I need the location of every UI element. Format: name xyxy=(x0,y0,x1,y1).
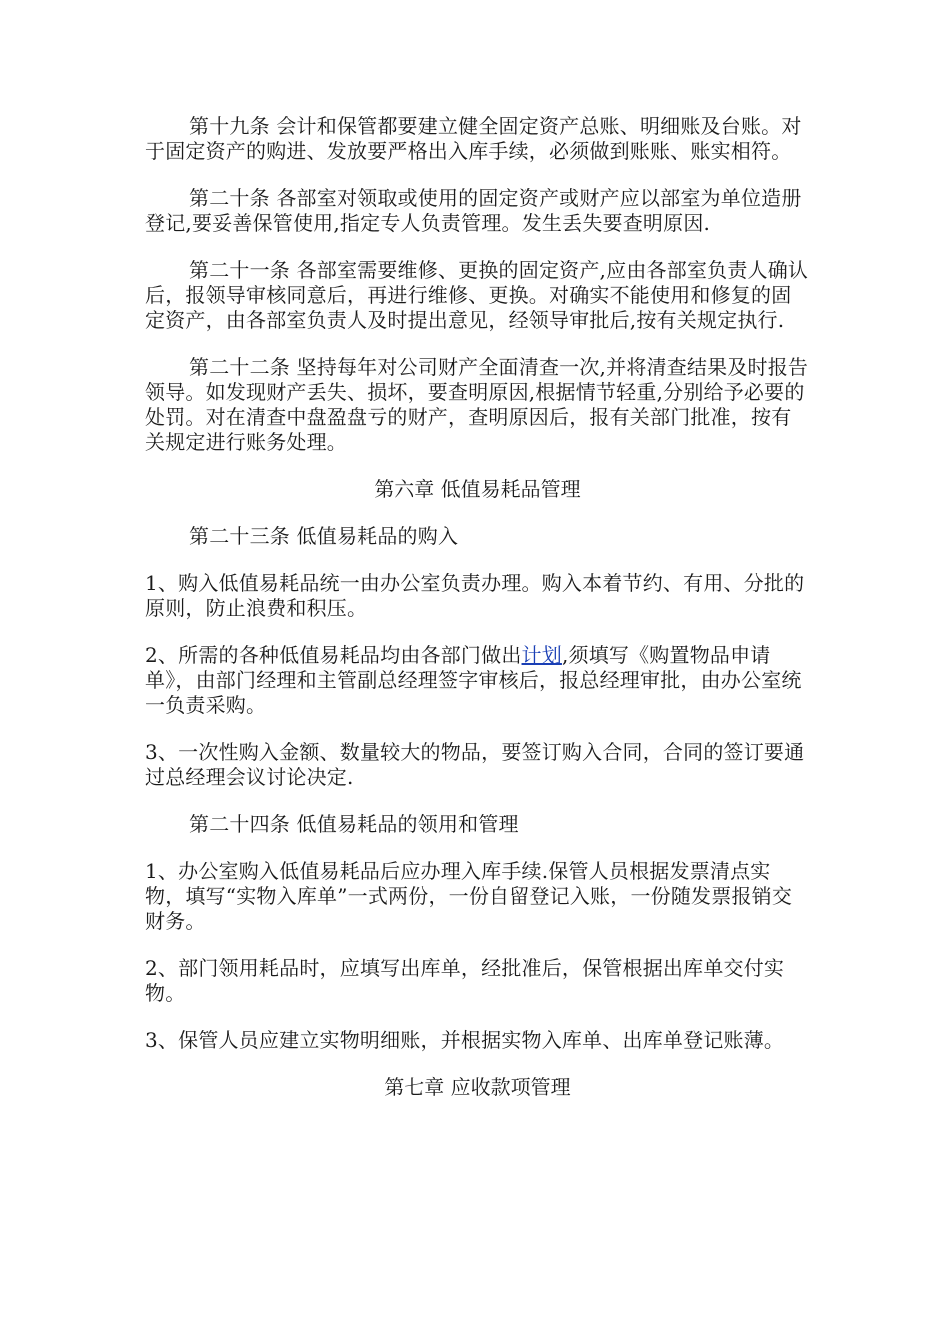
article-23-heading: 第二十三条 低值易耗品的购入 xyxy=(189,524,459,548)
article-23-item-2-text-before: 2、所需的各种低值易耗品均由各部门做出 xyxy=(145,643,522,667)
document-page xyxy=(145,114,810,1122)
article-23-item-2 xyxy=(145,643,810,718)
article-21: 第二十一条 各部室需要维修、更换的固定资产,应由各部室负责人确认后，报领导审核同意后，再进行维修、更换。对确实不能使用和修复的固定资产，由各部室负责人及时提出意见，经领导审批后,按有关规定执行. xyxy=(145,258,809,332)
article-23-item-2-text-after: ,须填写《购置物品申请单》，由部门经理和主管副总经理签字审核后，报总经理审批，由办公室统一负责采购。 xyxy=(145,643,802,717)
article-24-heading: 第二十四条 低值易耗品的领用和管理 xyxy=(189,812,519,836)
article-24-item-1: 1、办公室购入低值易耗品后应办理入库手续.保管人员根据发票清点实物，填写“实物入库单”一式两份，一份自留登记入账，一份随发票报销交财务。 xyxy=(145,859,793,933)
article-24-item-3: 3、保管人员应建立实物明细账，并根据实物入库单、出库单登记账薄。 xyxy=(145,1028,785,1052)
chapter-7-heading: 第七章 应收款项管理 xyxy=(384,1075,571,1099)
article-22: 第二十二条 坚持每年对公司财产全面清查一次,并将清查结果及时报告领导。如发现财产丢失、损坏，要查明原因,根据情节轻重,分别给予必要的处罚。对在清查中盘盈盘亏的财产，查明原因后，报有关部门批准，按有关规定进行账务处理。 xyxy=(145,355,809,454)
article-24-item-2: 2、部门领用耗品时，应填写出库单，经批准后，保管根据出库单交付实物。 xyxy=(145,956,785,1005)
article-23-item-3: 3、一次性购入金额、数量较大的物品，要签订购入合同，合同的签订要通过总经理会议讨论决定. xyxy=(145,740,805,789)
article-20: 第二十条 各部室对领取或使用的固定资产或财产应以部室为单位造册登记,要妥善保管使用,指定专人负责管理。发生丢失要查明原因. xyxy=(145,186,802,235)
article-19: 第十九条 会计和保管都要建立健全固定资产总账、明细账及台账。对于固定资产的购进、发放要严格出入库手续，必须做到账账、账实相符。 xyxy=(145,114,802,163)
plan-link[interactable]: 计划 xyxy=(521,643,562,667)
chapter-6-heading: 第六章 低值易耗品管理 xyxy=(374,477,581,501)
article-23-item-1: 1、购入低值易耗品统一由办公室负责办理。购入本着节约、有用、分批的原则，防止浪费和积压。 xyxy=(145,571,805,620)
